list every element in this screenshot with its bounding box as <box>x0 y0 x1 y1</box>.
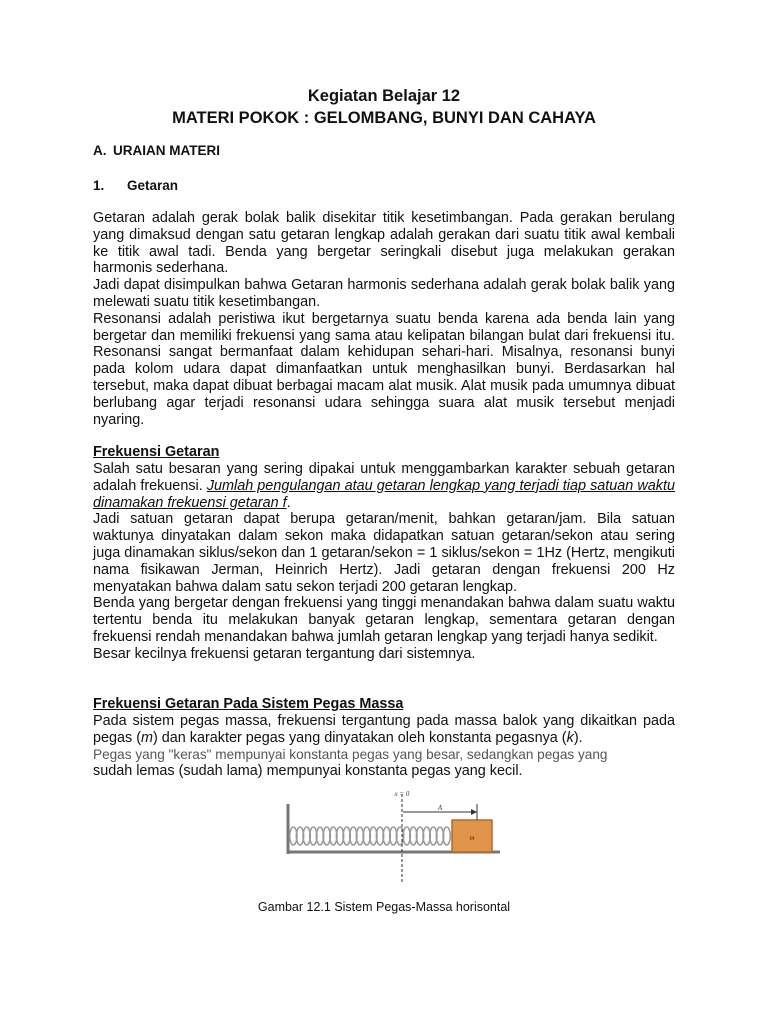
pegas-paragraph-2-light: Pegas yang "keras" mempunyai konstanta pegas yang besar, sedangkan pegas yang <box>93 746 608 762</box>
amplitude-label: A <box>437 804 443 812</box>
page-title: Kegiatan Belajar 12 <box>307 87 461 105</box>
title-block <box>0 86 768 129</box>
pegas-paragraph-1 <box>93 713 675 747</box>
mass-label: m <box>469 834 475 842</box>
pegas-p1-a: Pada sistem pegas massa, frekuensi tergantung pada massa balok yang dikaitkan pada pegas ( <box>93 713 675 746</box>
getaran-paragraph-1: Getaran adalah gerak bolak balik disekitar titik kesetimbangan. Pada gerakan berulang yang dimaksud dengan satu getaran lengkap adalah gerakan dari suatu titik awal kembali ke titik awal tadi. Benda yang bergetar seringkali disebut juga melakukan gerakan harmonis sederhana. <box>93 210 675 277</box>
frekuensi-paragraph-3: Benda yang bergetar dengan frekuensi yang tinggi menandakan bahwa dalam suatu waktu tertentu benda itu melakukan banyak getaran lengkap, sementara getaran dengan frekuensi rendah menandakan bahwa jumlah getaran lengkap yang terjadi hanya sedikit. <box>93 595 675 645</box>
frekuensi-paragraph-4: Besar kecilnya frekuensi getaran tergantung dari sistemnya. <box>93 645 476 662</box>
frekuensi-section <box>93 444 675 663</box>
pegas-p1-c: ). <box>573 729 583 746</box>
pegas-p1-m: m <box>141 729 153 746</box>
frekuensi-p1-start: Salah satu besaran yang sering dipakai untuk menggambarkan karakter sebuah getaran adalah frekuensi. <box>93 461 675 494</box>
getaran-paragraph-2: Jadi dapat disimpulkan bahwa Getaran harmonis sederhana adalah gerak bolak balik yang melewati suatu titik kesetimbangan. <box>93 277 675 310</box>
section-1-number: 1. <box>93 178 105 193</box>
section-a-title: URAIAN MATERI <box>113 143 220 158</box>
section-1-title: Getaran <box>127 178 179 193</box>
pegas-section <box>93 696 675 780</box>
section-1-heading <box>93 178 178 193</box>
section-a-heading <box>93 143 220 158</box>
section-a-label: A. <box>93 143 107 158</box>
frekuensi-paragraph-2: Jadi satuan getaran dapat berupa getaran/menit, bahkan getaran/jam. Bila satuan waktunya dinyatakan dalam sekon maka didapatkan satuan getaran/sekon atau sering juga dinamakan siklus/sekon dan 1 getaran/sekon = 1 siklus/sekon = 1Hz (Hertz, mengikuti nama fisikawan Jerman, Heinrich Hertz). Jadi getaran dengan frekuensi 200 Hz menyatakan bahwa dalam satu sekon terjadi 200 getaran lengkap. <box>93 511 675 595</box>
pegas-heading: Frekuensi Getaran Pada Sistem Pegas Massa <box>93 696 404 712</box>
getaran-paragraph-3: Resonansi adalah peristiwa ikut bergetarnya suatu benda karena ada benda lain yang bergetar dan memiliki frekuensi yang sama atau kelipatan bilangan bulat dari frekuensi itu. Resonansi sangat bermanfaat dalam kehidupan sehari-hari. Misalnya, resonansi bunyi pada kolom udara dapat dimanfaatkan untuk menghasilkan bunyi. Berdasarkan hal tersebut, maka dapat dibuat berbagai macam alat musik. Alat musik pada umumnya dibuat berlubang agar terjadi resonansi udara sehingga suara alat musik tersebut menjadi nyaring. <box>93 310 675 428</box>
page-subtitle: MATERI POKOK : GELOMBANG, BUNYI DAN CAHAYA <box>172 109 596 127</box>
frekuensi-paragraph-1 <box>93 461 675 511</box>
pegas-paragraph-2: sudah lemas (sudah lama) mempunyai konstanta pegas yang kecil. <box>93 763 523 780</box>
getaran-section <box>93 210 675 428</box>
spring-mass-figure <box>270 786 520 886</box>
frekuensi-p1-end: . <box>286 494 291 511</box>
pegas-p1-b: ) dan karakter pegas yang dinyatakan oleh konstanta pegasnya ( <box>153 729 567 746</box>
frekuensi-heading: Frekuensi Getaran <box>93 444 220 460</box>
figure-caption: Gambar 12.1 Sistem Pegas-Massa horisontal <box>257 900 511 914</box>
pegas-p1-k: k <box>566 729 574 746</box>
frekuensi-definition: Jumlah pengulangan atau getaran lengkap yang terjadi tiap satuan waktu dinamakan frekuensi getaran f <box>93 477 675 511</box>
x0-label: x = 0 <box>394 790 410 798</box>
